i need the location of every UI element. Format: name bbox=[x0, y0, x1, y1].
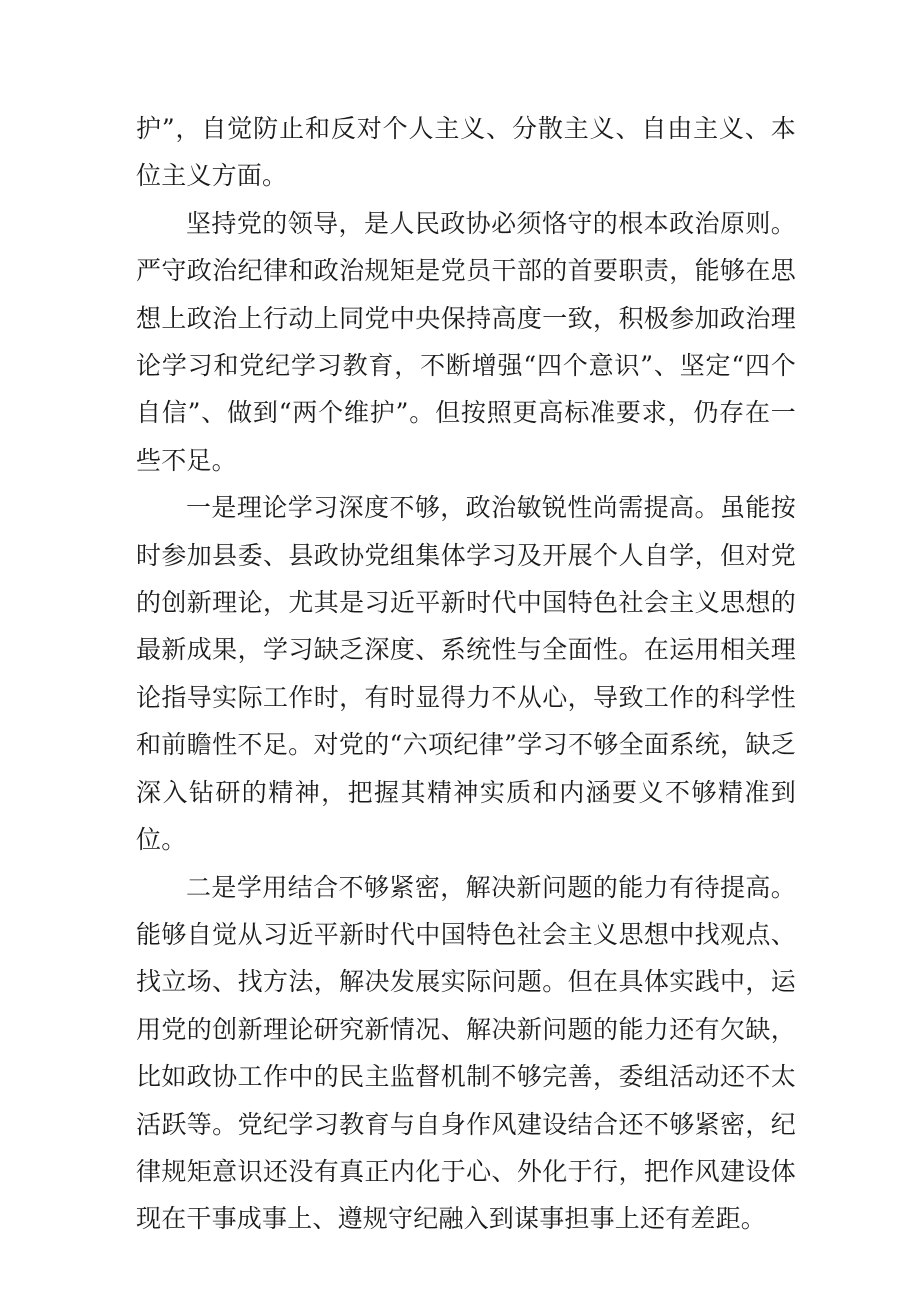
paragraph-continuation: 护”，自觉防止和反对个人主义、分散主义、自由主义、本位主义方面。 bbox=[136, 114, 796, 191]
document-body bbox=[136, 105, 796, 1243]
paragraph-theory-study: 一是理论学习深度不够，政治敏锐性尚需提高。虽能按时参加县委、县政协党组集体学习及开展个人自学，但对党的创新理论，尤其是习近平新时代中国特色社会主义思想的最新成果，学习缺乏深度、系统性与全面性。在运用相关理论指导实际工作时，有时显得力不从心，导致工作的科学性和前瞻性不足。对党的“六项纪律”学习不够全面系统，缺乏深入钻研的精神，把握其精神实质和内涵要义不够精准到位。 bbox=[136, 493, 796, 855]
paragraph-party-leadership: 坚持党的领导，是人民政协必须恪守的根本政治原则。严守政治纪律和政治规矩是党员干部的首要职责，能够在思想上政治上行动上同党中央保持高度一致，积极参加政治理论学习和党纪学习教育，不断增强“四个意识”、坚定“四个自信”、做到“两个维护”。但按照更高标准要求，仍存在一些不足。 bbox=[136, 208, 796, 475]
paragraph-study-application: 二是学用结合不够紧密，解决新问题的能力有待提高。能够自觉从习近平新时代中国特色社会主义思想中找观点、找立场、找方法，解决发展实际问题。但在具体实践中，运用党的创新理论研究新情况、解决新问题的能力还有欠缺，比如政协工作中的民主监督机制不够完善，委组活动还不太活跃等。党纪学习教育与自身作风建设结合还不够紧密，纪律规矩意识还没有真正内化于心、外化于行，把作风建设体现在干事成事上、遵规守纪融入到谋事担事上还有差距。 bbox=[136, 872, 796, 1234]
